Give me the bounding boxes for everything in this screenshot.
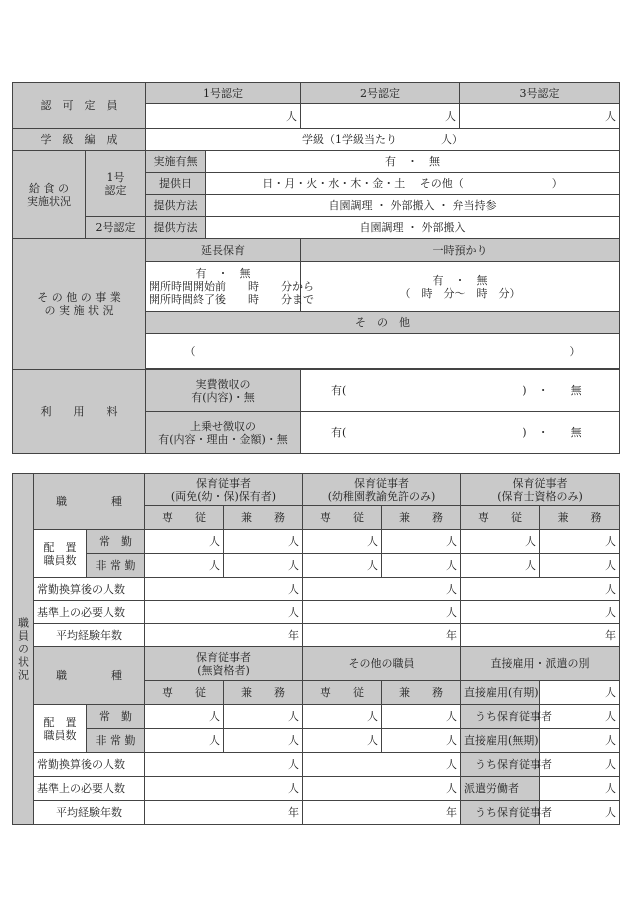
kindergarten-license-header-line1: 保育従事者 bbox=[354, 476, 410, 490]
staff-cell[interactable]: 人 bbox=[540, 530, 620, 554]
concurrent-header: 兼 務 bbox=[540, 506, 620, 530]
nursery-license-header-line2: (保育士資格のみ) bbox=[497, 489, 583, 503]
nursery-license-header bbox=[461, 474, 620, 506]
temp-care-header: 一時預かり bbox=[301, 239, 620, 262]
extra-fee-value[interactable]: 有( ) ・ 無 bbox=[301, 412, 620, 454]
unlicensed-header-line2: (無資格者) bbox=[197, 663, 250, 677]
extended-care-end: 開所時間終了後 時 分まで bbox=[149, 293, 314, 306]
fee-label: 利 用 料 bbox=[13, 370, 146, 454]
meal-method1-label: 提供方法 bbox=[146, 195, 206, 217]
class-composition-label: 学 級 編 成 bbox=[13, 129, 146, 151]
staff-cell[interactable]: 人 bbox=[145, 554, 224, 578]
of-which-nursery-label: うち保育従事者 bbox=[461, 753, 540, 777]
staff-cell[interactable]: 人 bbox=[145, 777, 303, 801]
staff-cell[interactable]: 人 bbox=[224, 530, 303, 554]
capacity-type3-header: 3号認定 bbox=[460, 83, 620, 104]
temp-care-yesno: 有 ・ 無 bbox=[432, 273, 488, 287]
meal-status-label-line2: 実施状況 bbox=[27, 194, 71, 208]
staff-cell[interactable]: 人 bbox=[382, 705, 461, 729]
staff-cell[interactable]: 人 bbox=[303, 777, 461, 801]
staff-cell[interactable]: 人 bbox=[145, 729, 224, 753]
meal-type1-label bbox=[86, 151, 146, 217]
meal-type2-label: 2号認定 bbox=[86, 217, 146, 239]
fulltime-dedicated-header: 専 従 bbox=[303, 506, 382, 530]
staff-cell[interactable]: 人 bbox=[540, 729, 620, 753]
fulltime-label: 常 勤 bbox=[87, 530, 145, 554]
employment-type-header: 直接雇用・派遣の別 bbox=[461, 647, 620, 681]
direct-permanent-label: 直接雇用(無期) bbox=[461, 729, 540, 753]
both-licenses-header bbox=[145, 474, 303, 506]
staff-status-label: 職員の状況 bbox=[13, 474, 34, 825]
staff-table bbox=[12, 473, 620, 825]
staff-cell[interactable]: 人 bbox=[461, 601, 620, 624]
staff-cell[interactable]: 人 bbox=[224, 705, 303, 729]
meal-implementation-value[interactable]: 有 ・ 無 bbox=[206, 151, 620, 173]
actual-cost-value[interactable]: 有( ) ・ 無 bbox=[301, 370, 620, 412]
other-header: そ の 他 bbox=[146, 312, 620, 334]
kindergarten-license-header-line2: (幼稚園教諭免許のみ) bbox=[327, 489, 436, 503]
extended-care-value[interactable] bbox=[146, 262, 314, 312]
staff-cell[interactable]: 人 bbox=[540, 777, 620, 801]
unlicensed-header bbox=[145, 647, 303, 681]
meal-days-label: 提供日 bbox=[146, 173, 206, 195]
extended-care-start: 開所時間開始前 時 分から bbox=[149, 280, 314, 293]
concurrent-header: 兼 務 bbox=[382, 506, 461, 530]
fte-count-label: 常勤換算後の人数 bbox=[34, 578, 145, 601]
fte-count-label: 常勤換算後の人数 bbox=[34, 753, 145, 777]
staff-cell[interactable]: 人 bbox=[224, 554, 303, 578]
concurrent-header: 兼 務 bbox=[224, 681, 303, 705]
job-type-label-1: 職 種 bbox=[34, 474, 145, 530]
staff-count-label-2-line2: 職員数 bbox=[43, 728, 77, 742]
meal-status-label bbox=[13, 151, 86, 239]
staff-cell[interactable]: 人 bbox=[461, 578, 620, 601]
meal-method1-value[interactable]: 自園調理 ・ 外部搬入 ・ 弁当持参 bbox=[206, 195, 620, 217]
avg-experience-label: 平均経験年数 bbox=[34, 801, 145, 825]
actual-cost-label-line2: 有(内容)・無 bbox=[191, 390, 255, 404]
required-count-label: 基準上の必要人数 bbox=[34, 777, 145, 801]
meal-implementation-label: 実施有無 bbox=[146, 151, 206, 173]
staff-cell[interactable]: 人 bbox=[145, 705, 224, 729]
actual-cost-label bbox=[146, 370, 301, 412]
concurrent-header: 兼 務 bbox=[382, 681, 461, 705]
staff-cell[interactable]: 人 bbox=[145, 753, 303, 777]
staff-cell[interactable]: 人 bbox=[303, 753, 461, 777]
unlicensed-header-line1: 保育従事者 bbox=[196, 650, 251, 664]
staff-cell[interactable]: 人 bbox=[303, 601, 461, 624]
staff-cell[interactable]: 人 bbox=[540, 801, 620, 825]
extended-care-header: 延長保育 bbox=[146, 239, 301, 262]
staff-cell[interactable]: 人 bbox=[540, 681, 620, 705]
staff-cell[interactable]: 人 bbox=[540, 554, 620, 578]
meal-days-value[interactable]: 日・月・火・水・木・金・土 その他（ ） bbox=[206, 173, 620, 195]
years-cell[interactable]: 年 bbox=[303, 801, 461, 825]
class-composition-value[interactable]: 学級（1学級当たり 人） bbox=[146, 129, 620, 151]
staff-cell[interactable]: 人 bbox=[540, 753, 620, 777]
both-licenses-header-line2: (両免(幼・保)保有者) bbox=[170, 489, 277, 503]
meal-status-label-line1: 給 食 の bbox=[29, 181, 69, 195]
parttime-label: 非 常 勤 bbox=[87, 729, 145, 753]
staff-cell[interactable]: 人 bbox=[145, 601, 303, 624]
staff-cell[interactable]: 人 bbox=[382, 554, 461, 578]
job-type-label-2: 職 種 bbox=[34, 647, 145, 705]
years-cell[interactable]: 年 bbox=[145, 801, 303, 825]
staff-cell[interactable]: 人 bbox=[461, 554, 540, 578]
staff-cell[interactable]: 人 bbox=[303, 554, 382, 578]
avg-experience-label: 平均経験年数 bbox=[34, 624, 145, 647]
other-services-label bbox=[13, 239, 146, 370]
of-which-nursery-label: うち保育従事者 bbox=[461, 801, 540, 825]
both-licenses-header-line1: 保育従事者 bbox=[196, 476, 251, 490]
fulltime-dedicated-header: 専 従 bbox=[145, 506, 224, 530]
years-cell[interactable]: 年 bbox=[303, 624, 461, 647]
other-staff-header: その他の職員 bbox=[303, 647, 461, 681]
capacity-type2-header: 2号認定 bbox=[301, 83, 460, 104]
extra-fee-label bbox=[146, 412, 301, 454]
kindergarten-license-header bbox=[303, 474, 461, 506]
facility-info-table bbox=[12, 82, 620, 454]
capacity-type2-value[interactable]: 人 bbox=[301, 104, 460, 129]
parttime-label: 非 常 勤 bbox=[87, 554, 145, 578]
staff-cell[interactable]: 人 bbox=[461, 530, 540, 554]
other-value[interactable]: （ ） bbox=[146, 334, 620, 369]
other-services-label-line1: そ の 他 の 事 業 bbox=[37, 291, 121, 304]
meal-type1-label-line2: 認定 bbox=[104, 183, 127, 197]
temp-care-value[interactable] bbox=[301, 262, 620, 312]
staff-count-label-2-line1: 配 置 bbox=[43, 715, 77, 729]
meal-method2-label: 提供方法 bbox=[146, 217, 206, 239]
staff-cell[interactable]: 人 bbox=[303, 705, 382, 729]
staff-cell[interactable]: 人 bbox=[303, 729, 382, 753]
fulltime-dedicated-header: 専 従 bbox=[303, 681, 382, 705]
other-services-label-line2: の 実 施 状 況 bbox=[44, 304, 114, 317]
required-count-label: 基準上の必要人数 bbox=[34, 601, 145, 624]
staff-cell[interactable]: 人 bbox=[382, 530, 461, 554]
actual-cost-label-line1: 実費徴収の bbox=[195, 377, 251, 391]
years-cell[interactable]: 年 bbox=[145, 624, 303, 647]
fulltime-label: 常 勤 bbox=[87, 705, 145, 729]
staff-cell[interactable]: 人 bbox=[303, 578, 461, 601]
of-which-nursery-label: うち保育従事者 bbox=[461, 705, 540, 729]
staff-cell[interactable]: 人 bbox=[224, 729, 303, 753]
nursery-license-header-line1: 保育従事者 bbox=[512, 476, 568, 490]
temp-care-hours: （ 時 分～ 時 分） bbox=[399, 286, 521, 300]
capacity-label: 認 可 定 員 bbox=[13, 83, 146, 129]
concurrent-header: 兼 務 bbox=[224, 506, 303, 530]
staff-count-label-1 bbox=[34, 530, 87, 578]
capacity-type3-value[interactable]: 人 bbox=[460, 104, 620, 129]
staff-count-label-1-line1: 配 置 bbox=[43, 540, 77, 554]
direct-fixed-term-label: 直接雇用(有期) bbox=[461, 681, 540, 705]
staff-cell[interactable]: 人 bbox=[145, 530, 224, 554]
capacity-type1-value[interactable]: 人 bbox=[146, 104, 301, 129]
staff-cell[interactable]: 人 bbox=[145, 578, 303, 601]
years-cell[interactable]: 年 bbox=[461, 624, 620, 647]
dispatched-worker-label: 派遣労働者 bbox=[461, 777, 540, 801]
capacity-type1-header: 1号認定 bbox=[146, 83, 301, 104]
fulltime-dedicated-header: 専 従 bbox=[461, 506, 540, 530]
meal-type1-label-line1: 1号 bbox=[106, 170, 125, 184]
staff-count-label-2 bbox=[34, 705, 87, 753]
meal-method2-value[interactable]: 自園調理 ・ 外部搬入 bbox=[206, 217, 620, 239]
fulltime-dedicated-header: 専 従 bbox=[145, 681, 224, 705]
staff-cell[interactable]: 人 bbox=[303, 530, 382, 554]
extra-fee-label-line1: 上乗せ徴収の bbox=[190, 419, 256, 433]
extra-fee-label-line2: 有(内容・理由・金額)・無 bbox=[158, 432, 288, 446]
staff-count-label-1-line2: 職員数 bbox=[43, 553, 77, 567]
staff-cell[interactable]: 人 bbox=[540, 705, 620, 729]
extended-care-yesno: 有 ・ 無 bbox=[195, 267, 251, 280]
staff-cell[interactable]: 人 bbox=[382, 729, 461, 753]
